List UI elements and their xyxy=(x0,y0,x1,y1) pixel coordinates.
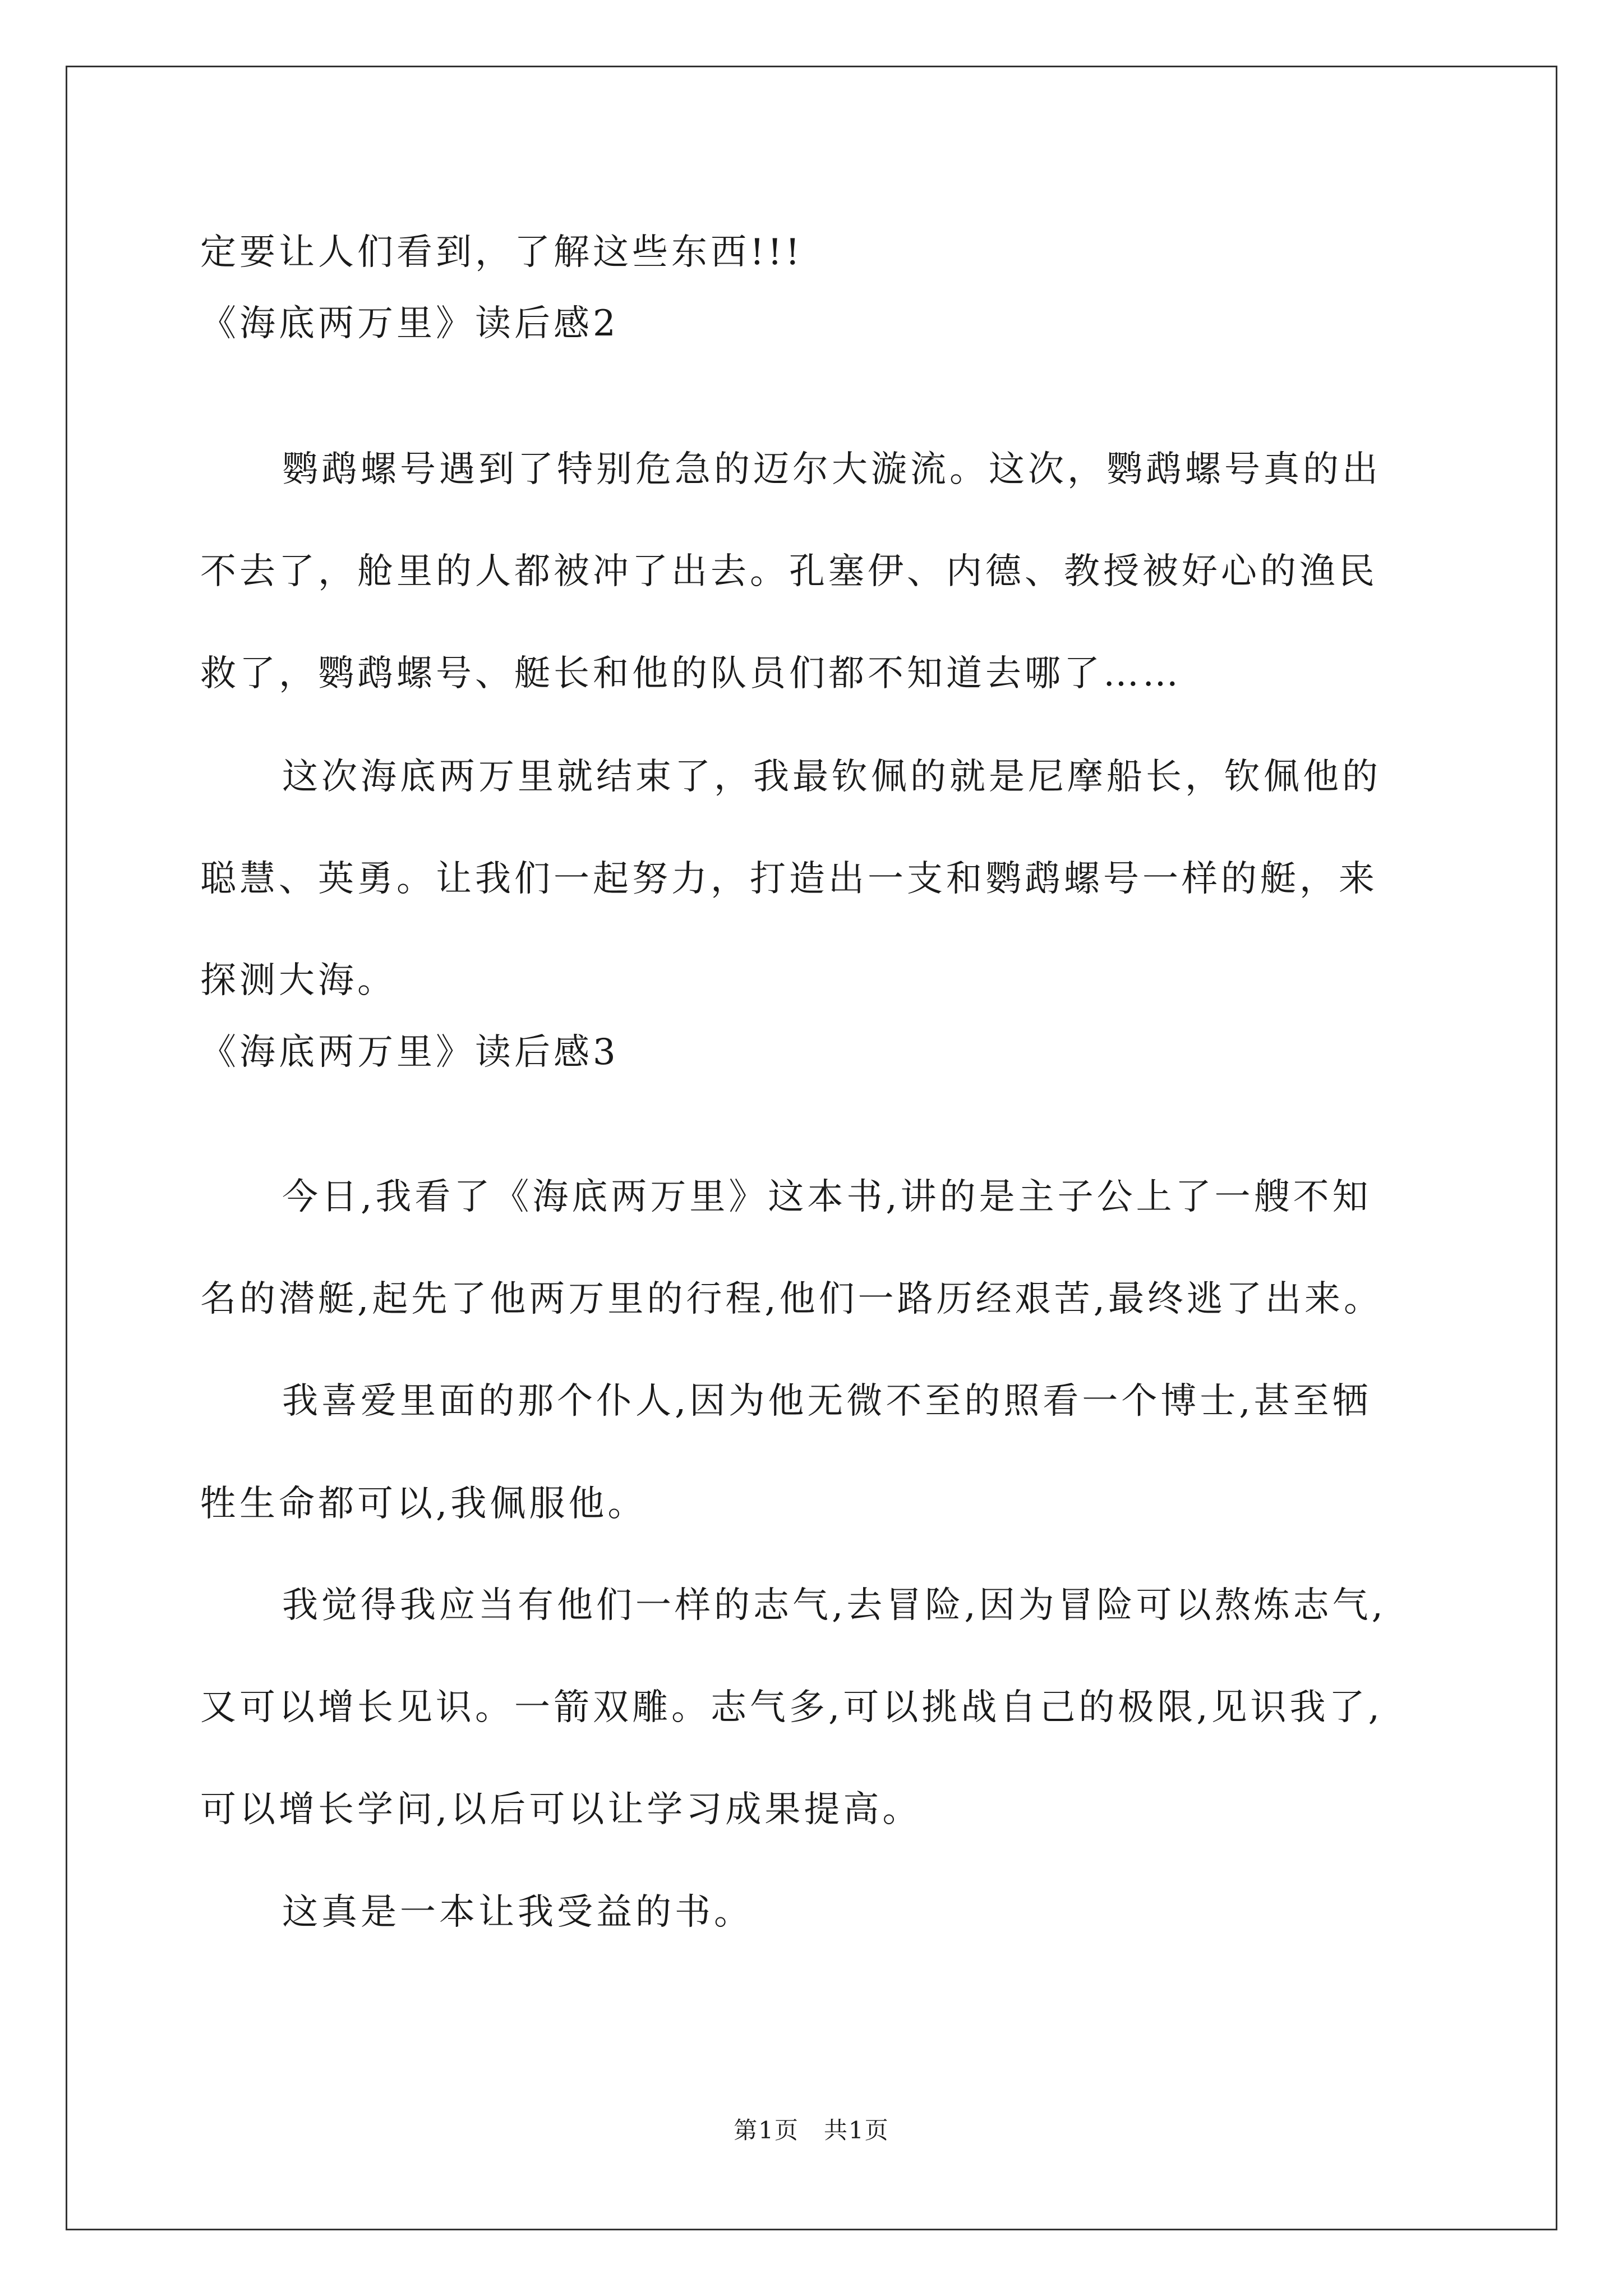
paragraph-line: 这次海底两万里就结束了，我最钦佩的就是尼摩船长，钦佩他的 xyxy=(282,756,1381,798)
paragraph-line: 可以增长学问,以后可以让学习成果提高。 xyxy=(200,1789,922,1830)
paragraph-line: 我喜爱里面的那个仆人,因为他无微不至的照看一个博士,甚至牺 xyxy=(282,1381,1372,1422)
paragraph-line: 探测大海。 xyxy=(200,960,396,1001)
page-footer: 第1页 共1页 xyxy=(734,2116,889,2144)
paragraph-line: 牲生命都可以,我佩服他。 xyxy=(200,1483,647,1525)
paragraph-line: 鹦鹉螺号遇到了特别危急的迈尔大漩流。这次，鹦鹉螺号真的出 xyxy=(282,449,1381,490)
paragraph-line: 我觉得我应当有他们一样的志气,去冒险,因为冒险可以熬炼志气, xyxy=(282,1585,1387,1626)
paragraph-line: 这真是一本让我受益的书。 xyxy=(282,1892,753,1933)
paragraph-line: 救了，鹦鹉螺号、艇长和他的队员们都不知道去哪了…… xyxy=(200,653,1182,694)
section-heading-2: 《海底两万里》读后感2 xyxy=(200,303,619,344)
section-heading-3: 《海底两万里》读后感3 xyxy=(200,1032,619,1073)
paragraph-line: 又可以增长见识。一箭双雕。志气多,可以挑战自己的极限,见识我了, xyxy=(200,1687,1384,1728)
paragraph-line: 不去了，舱里的人都被冲了出去。孔塞伊、内德、教授被好心的渔民 xyxy=(200,551,1378,592)
text-line: 定要让人们看到，了解这些东西!!! xyxy=(200,232,804,273)
paragraph-line: 名的潜艇,起先了他两万里的行程,他们一路历经艰苦,最终逃了出来。 xyxy=(200,1278,1384,1320)
paragraph-line: 聪慧、英勇。让我们一起努力，打造出一支和鹦鹉螺号一样的艇，来 xyxy=(200,858,1378,900)
paragraph-line: 今日,我看了《海底两万里》这本书,讲的是主子公上了一艘不知 xyxy=(282,1176,1372,1218)
